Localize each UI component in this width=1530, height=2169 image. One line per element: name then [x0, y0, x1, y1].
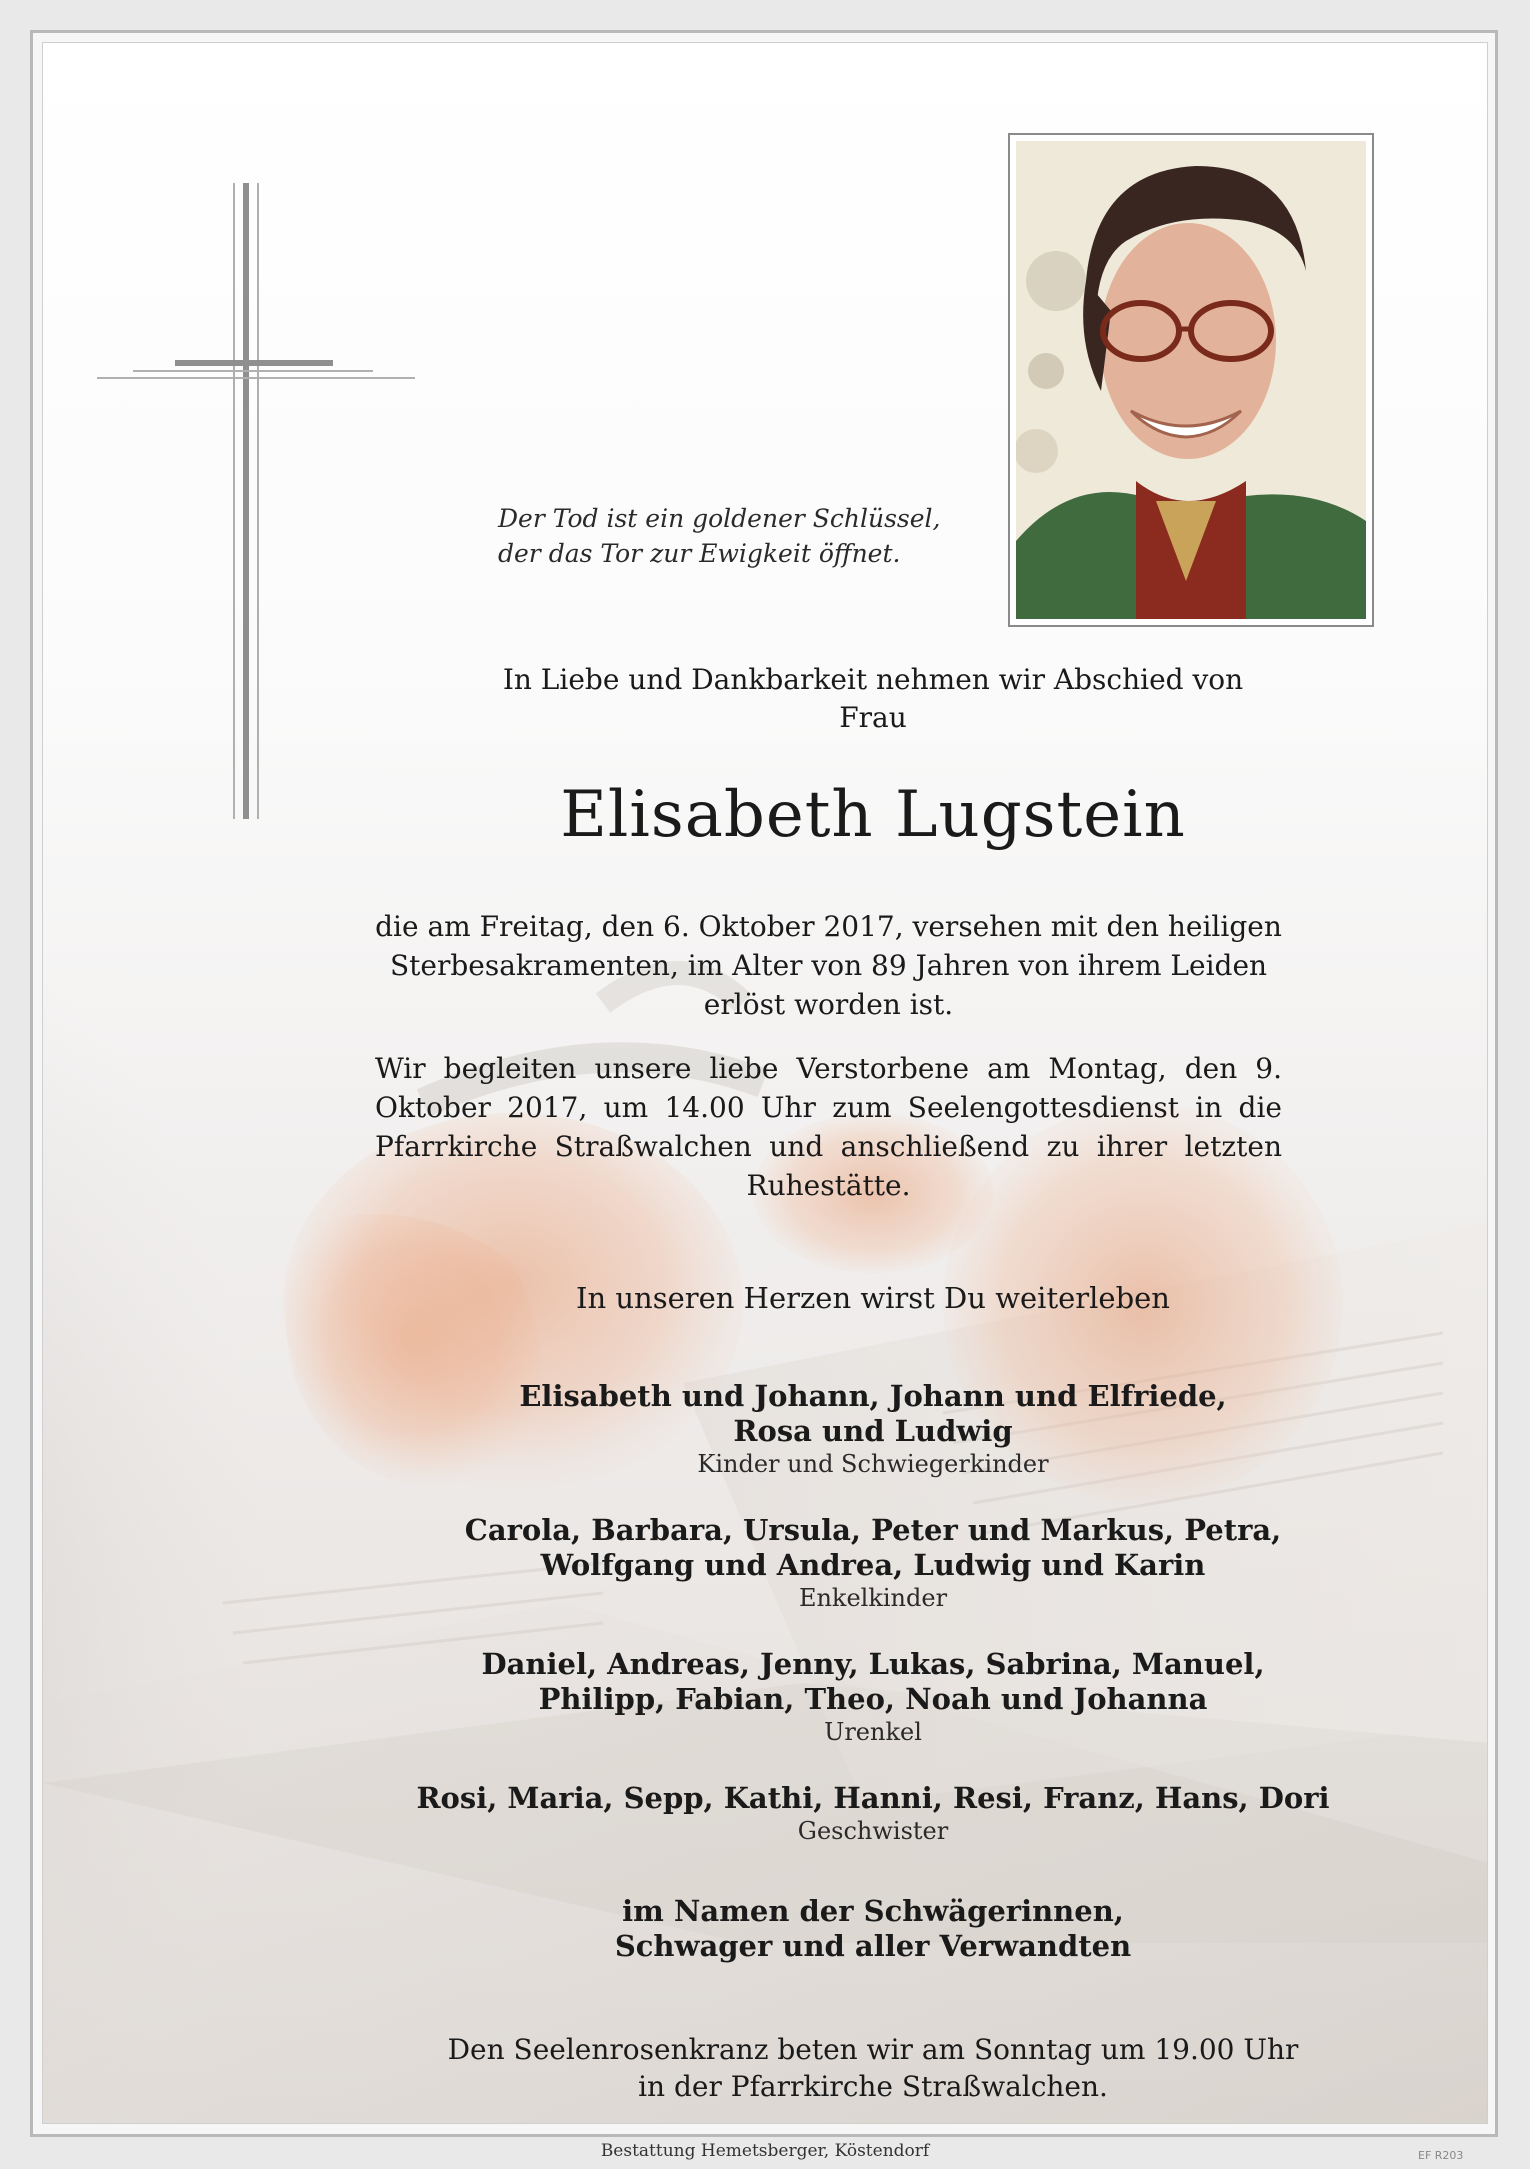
behalf-line: im Namen der Schwägerinnen,: [622, 1894, 1124, 1928]
farewell-intro: [353, 661, 1393, 737]
mourner-group-siblings: [353, 1781, 1393, 1846]
death-text-line: erlöst worden ist.: [703, 988, 954, 1021]
funeral-home-credit: Bestattung Hemetsberger, Köstendorf: [600, 2141, 930, 2161]
intro-title: Frau: [839, 701, 907, 734]
intro-line: In Liebe und Dankbarkeit nehmen wir Abschied von: [502, 663, 1244, 696]
mourner-relation: Kinder und Schwiegerkinder: [697, 1450, 1049, 1478]
mourner-names: Daniel, Andreas, Jenny, Lukas, Sabrina, Manuel,: [481, 1647, 1265, 1681]
mourner-relation: Enkelkinder: [798, 1584, 948, 1612]
funeral-service-text: Wir begleiten unsere liebe Verstorbene am Montag, den 9. Oktober 2017, um 14.00 Uhr zum Seelengottesdienst in die Pfarrkirche Straßwalchen und anschließend zu ihrer letzten Ruhestätte.: [375, 1052, 1282, 1202]
document-code: EF R203: [1418, 2149, 1464, 2162]
portrait-image: [1016, 141, 1366, 619]
mourner-group-grandchildren: [353, 1513, 1393, 1613]
mourner-names: Rosi, Maria, Sepp, Kathi, Hanni, Resi, Franz, Hans, Dori: [416, 1781, 1330, 1815]
rosary-notice: [353, 2031, 1393, 2105]
mourner-relation: Urenkel: [824, 1718, 922, 1746]
deceased-name: Elisabeth Lugstein: [560, 778, 1186, 852]
rosary-line: in der Pfarrkirche Straßwalchen.: [638, 2070, 1108, 2103]
motto-line: Der Tod ist ein goldener Schlüssel,: [498, 504, 941, 533]
motto-line: der das Tor zur Ewigkeit öffnet.: [498, 539, 901, 568]
portrait-photo: [1016, 141, 1366, 619]
mourner-group-great-grandchildren: [353, 1647, 1393, 1747]
mourner-names: Wolfgang und Andrea, Ludwig und Karin: [540, 1548, 1206, 1582]
death-text-line: Sterbesakramenten, im Alter von 89 Jahren von ihrem Leiden: [389, 949, 1268, 982]
mourner-names: Carola, Barbara, Ursula, Peter und Markus, Petra,: [464, 1513, 1282, 1547]
mourner-group-children: [353, 1379, 1393, 1479]
mourners-list: [353, 1379, 1393, 1964]
death-notice-text: [375, 907, 1282, 1024]
on-behalf-of: [353, 1894, 1393, 1964]
death-text-line: die am Freitag, den 6. Oktober 2017, versehen mit den heiligen: [375, 910, 1282, 943]
mourner-names: Philipp, Fabian, Theo, Noah und Johanna: [538, 1682, 1208, 1716]
mourner-relation: Geschwister: [797, 1817, 949, 1845]
obituary-page: [42, 42, 1488, 2124]
motto-quote: [498, 501, 998, 571]
mourner-names: Elisabeth und Johann, Johann und Elfriede,: [519, 1379, 1227, 1413]
closing-motto: In unseren Herzen wirst Du weiterleben: [576, 1281, 1170, 1315]
rosary-line: Den Seelenrosenkranz beten wir am Sonntag um 19.00 Uhr: [447, 2033, 1299, 2066]
portrait-frame: [1008, 133, 1374, 627]
behalf-line: Schwager und aller Verwandten: [614, 1929, 1132, 1963]
mourner-names: Rosa und Ludwig: [733, 1414, 1013, 1448]
